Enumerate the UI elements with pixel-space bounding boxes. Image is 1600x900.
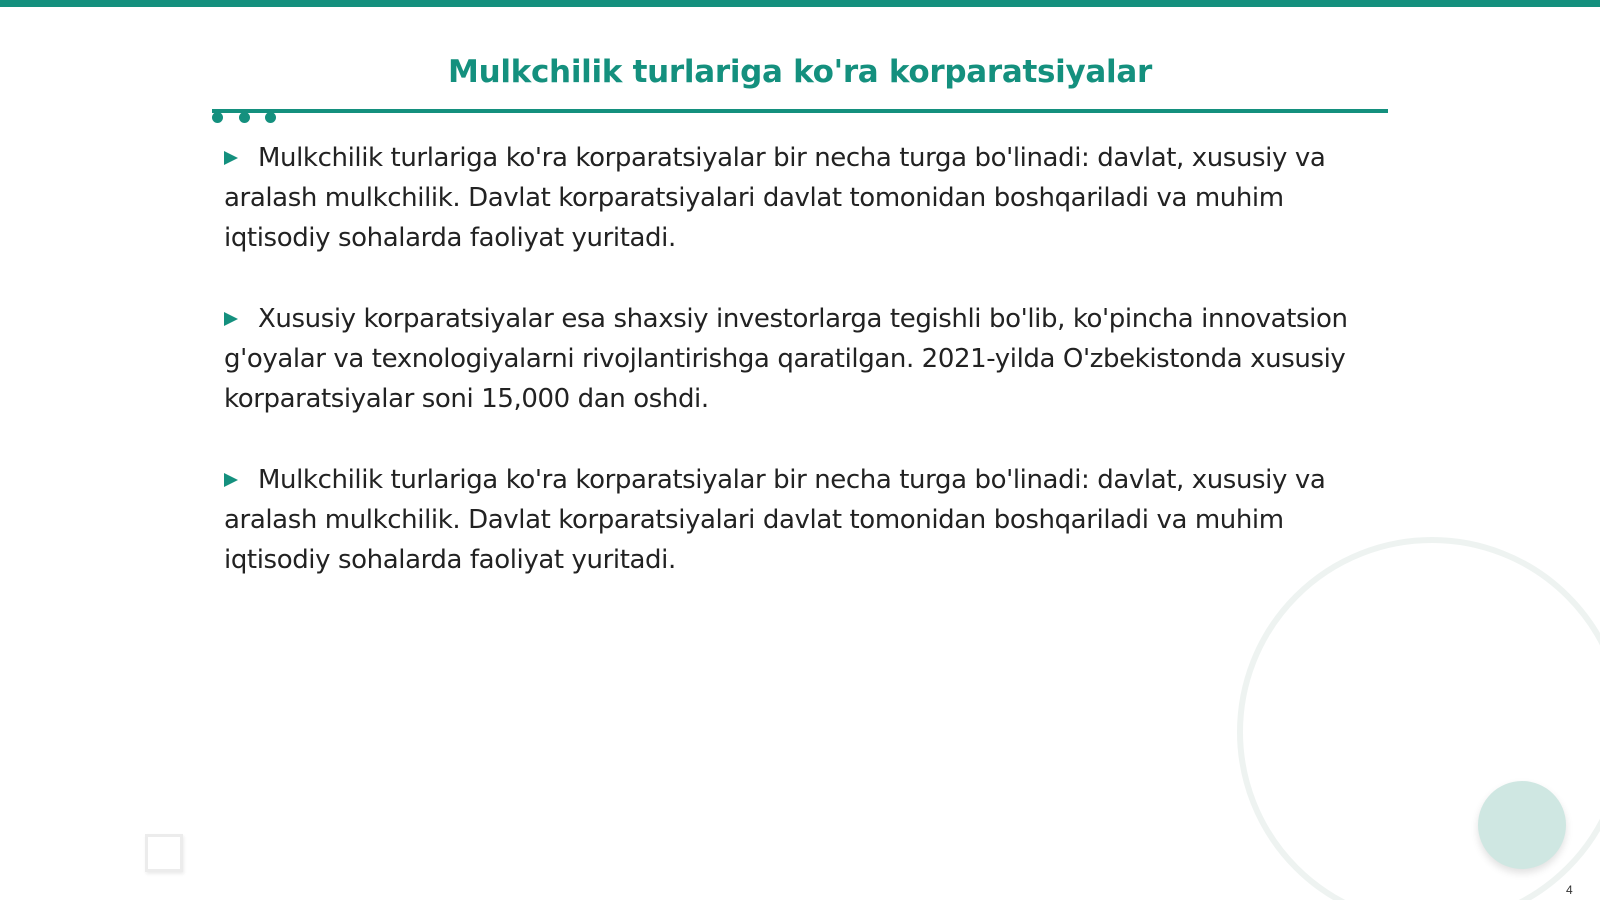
decorative-dot: [239, 112, 250, 123]
bullet-paragraph: [224, 138, 1369, 258]
decorative-circle: [1478, 781, 1566, 869]
bullet-paragraph: [224, 299, 1369, 419]
triangle-bullet-icon: [224, 473, 238, 487]
bullet-paragraph: [224, 460, 1369, 580]
page-number: 4: [1566, 883, 1573, 897]
decorative-dot: [212, 112, 223, 123]
bullet-text: Xususiy korparatsiyalar esa shaxsiy investorlarga tegishli bo'lib, ko'pincha innovatsion g'oyalar va texnologiyalarni rivojlantirishga qaratilgan. 2021-yilda O'zbekistonda xususiy korparatsiyalar soni 15,000 dan oshdi.: [224, 304, 1348, 414]
triangle-bullet-icon: [224, 312, 238, 326]
bullet-text: Mulkchilik turlariga ko'ra korparatsiyalar bir necha turga bo'linadi: davlat, xususiy va aralash mulkchilik. Davlat korparatsiyalari davlat tomonidan boshqariladi va muhim iqtisodiy sohalarda faoliyat yuritadi.: [224, 465, 1326, 575]
decorative-square: [145, 834, 183, 872]
decorative-dot: [265, 112, 276, 123]
triangle-bullet-icon: [224, 151, 238, 165]
bullet-text: Mulkchilik turlariga ko'ra korparatsiyalar bir necha turga bo'linadi: davlat, xususiy va aralash mulkchilik. Davlat korparatsiyalari davlat tomonidan boshqariladi va muhim iqtisodiy sohalarda faoliyat yuritadi.: [224, 143, 1326, 253]
top-accent-bar: [0, 0, 1600, 7]
title-underline: [212, 109, 1388, 113]
slide-title: Mulkchilik turlariga ko'ra korparatsiyalar: [448, 54, 1152, 90]
slide-body: [224, 138, 1369, 621]
